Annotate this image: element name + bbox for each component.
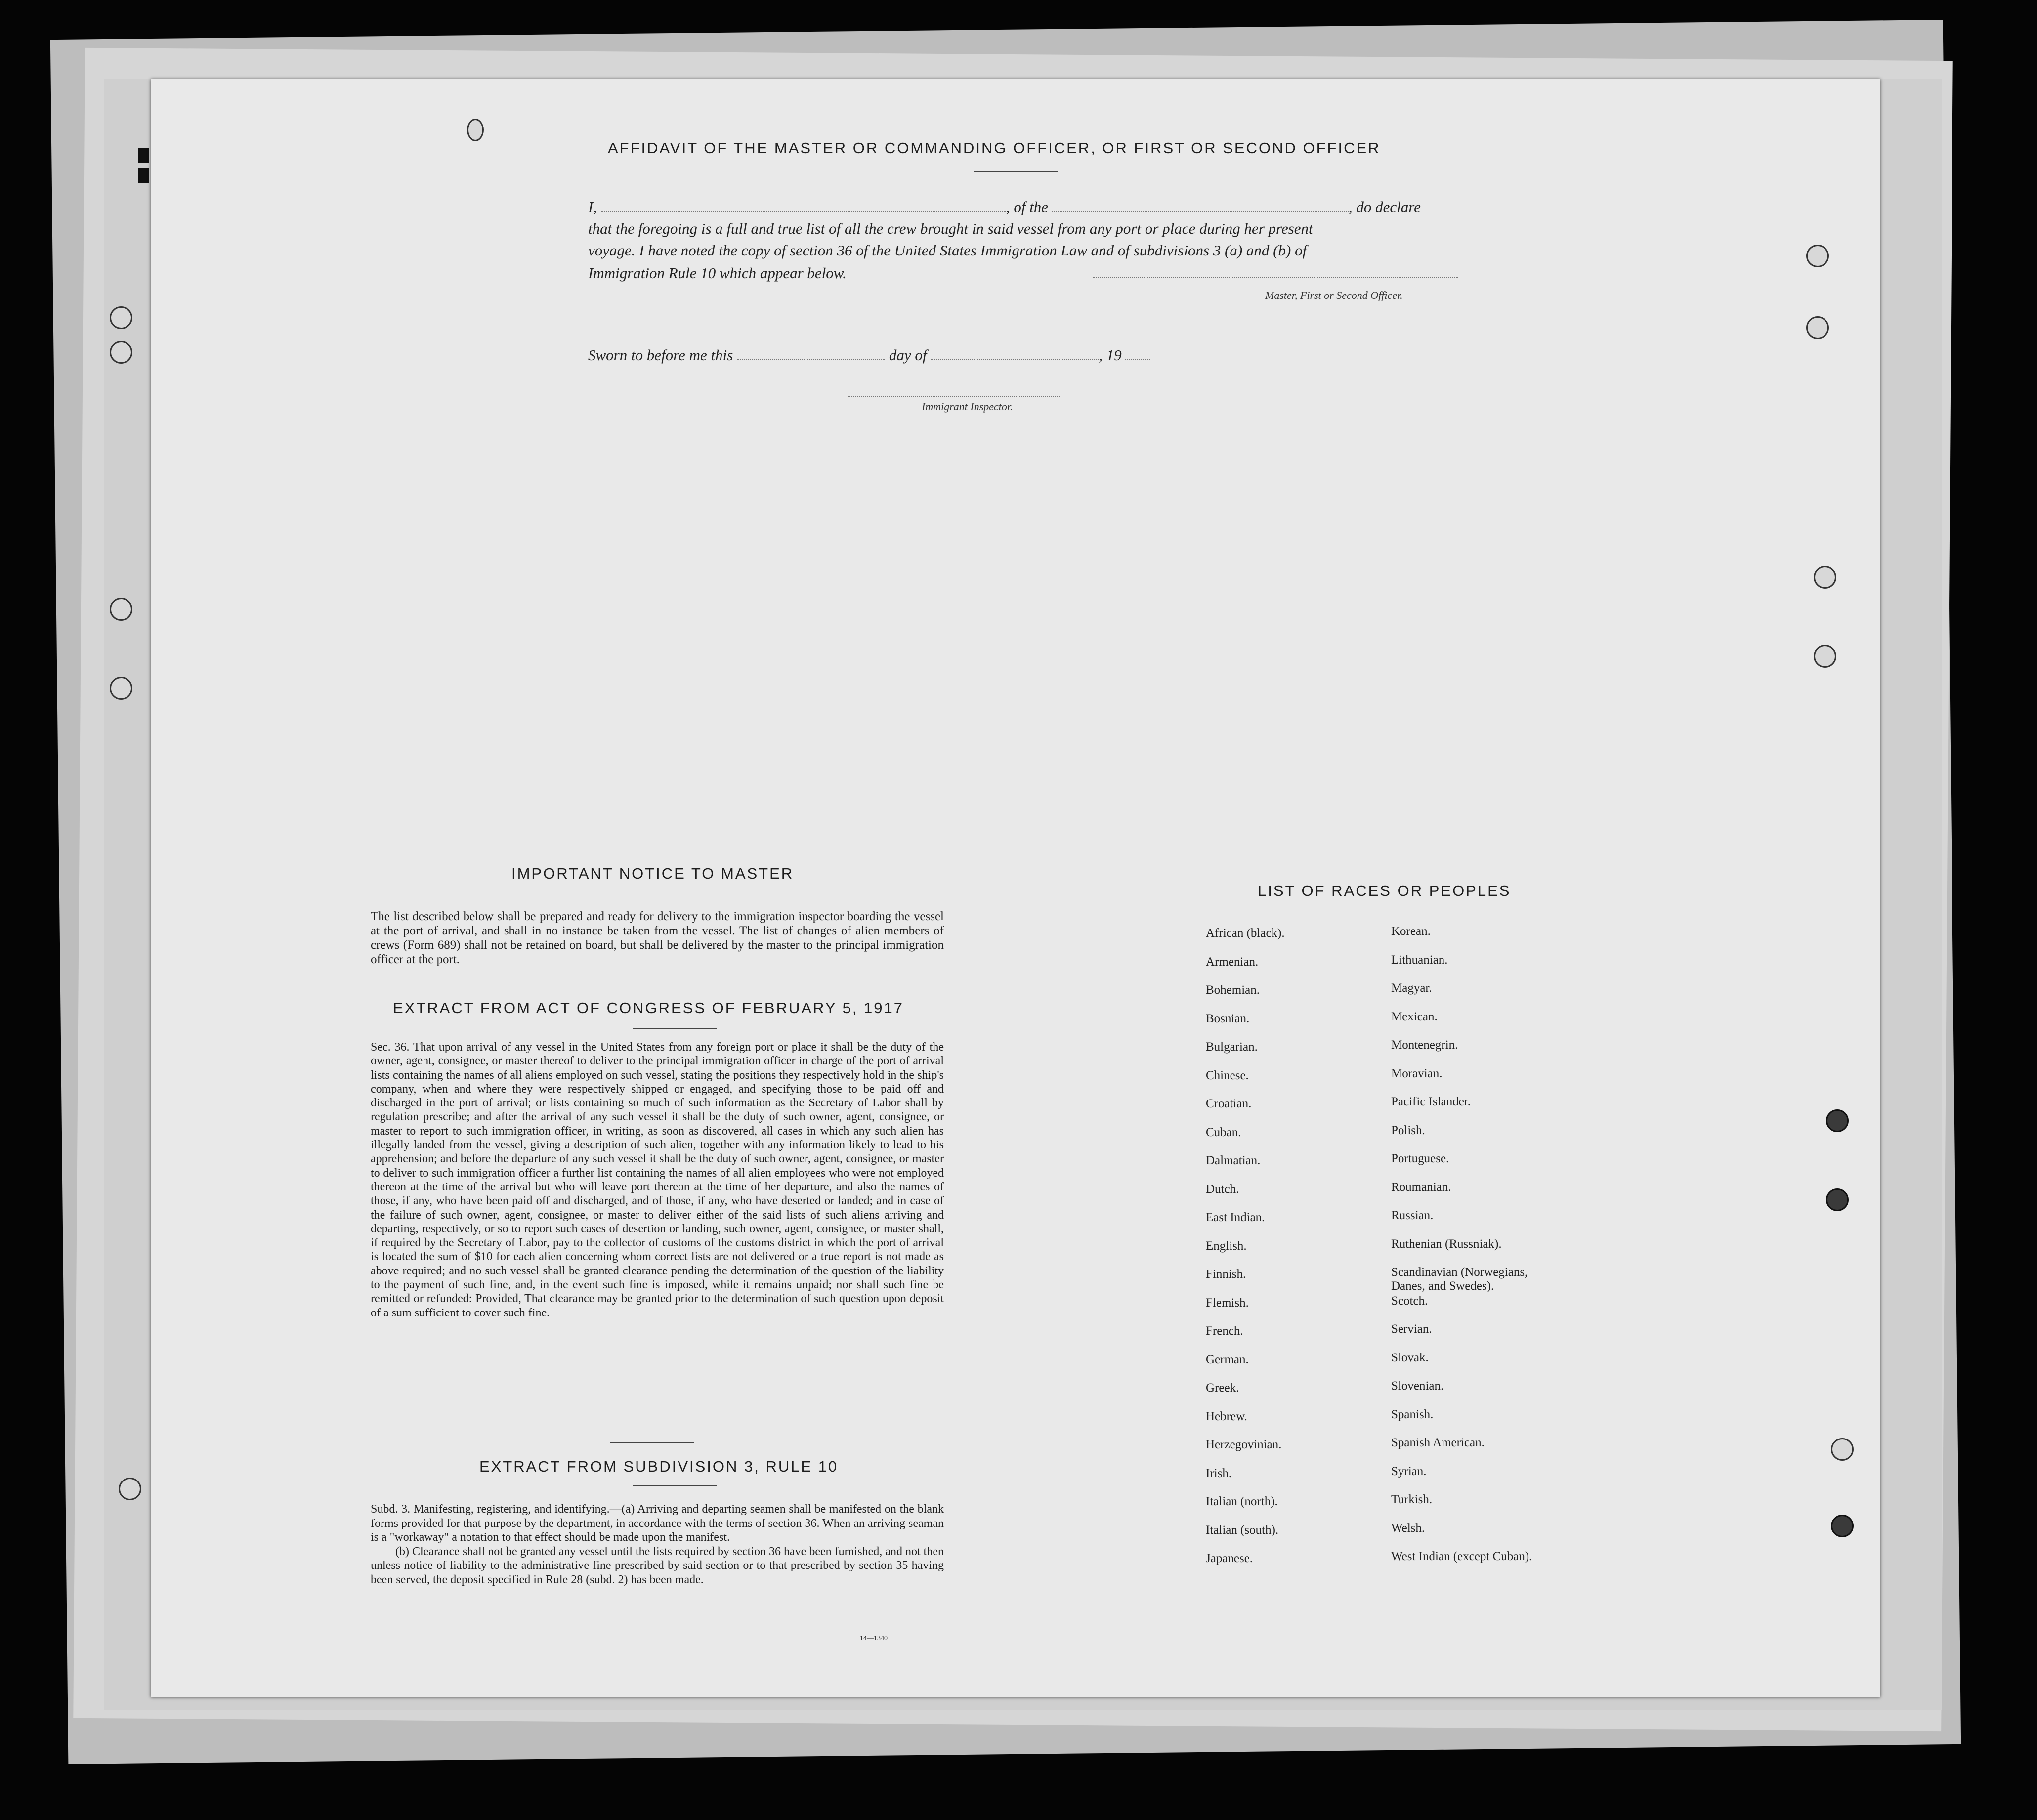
binder-hole: [119, 1478, 141, 1500]
act-end-rule: [610, 1442, 694, 1443]
declaration-line-1: [588, 195, 1616, 218]
race-item: Armenian.: [1206, 955, 1259, 969]
race-item: Russian.: [1391, 1209, 1434, 1222]
race-item: Korean.: [1391, 925, 1431, 938]
race-item: French.: [1206, 1324, 1243, 1338]
race-item: Servian.: [1391, 1322, 1432, 1336]
act-extract-title: EXTRACT FROM ACT OF CONGRESS OF FEBRUARY 5, 1917: [393, 999, 904, 1016]
race-item: Polish.: [1391, 1123, 1425, 1137]
sworn-day-blank[interactable]: [737, 343, 885, 360]
act-extract-text: Sec. 36. That upon arrival of any vessel in the United States from any foreign port or place it shall be the duty of the owner, agent, consignee, or master thereof to deliver to the principal immigration officer in charge of the port of arrival lists containing the names of all aliens employed on such vessel, stating the positions they respectively hold in the ship's company, when and where they were respectively shipped or engaged, and specifying those to be paid off and discharged in the port of arrival; or lists containing so much of such information as the Secretary of Labor shall by regulation prescribe; and after the arrival of any such vessel it shall be the duty of such owner, agent, consignee, or master to report to such immigration officer, in writing, as soon as discovered, all cases in which any such alien has illegally landed from the vessel, giving a description of such alien, together with any information likely to lead to his apprehension; and before the departure of any such vessel it shall be the duty of such owner, agent, consignee, or master to deliver to such immigration officer a further list containing the names of all alien employees who were not employed thereon at the time of the arrival but who will leave port thereon at the time of her departure, and also the names of those, if any, who have been paid off and discharged, and of those, if any, who have deserted or landed; and in case of the failure of such owner, agent, consignee, or master to deliver either of the said lists of such aliens arriving and departing, respectively, or so to report such cases of desertion or landing, such owner, agent, consignee, or master shall, if required by the Secretary of Labor, pay to the collector of customs of the customs district in which the port of arrival is located the sum of $10 for each alien concerning whom correct lists are not delivered or a true report is not made as above required; and no such vessel shall be granted clearance pending the determination of the question of the liability to the payment of such fine, and, in the event such fine is imposed, while it remains unpaid; nor shall such fine be remitted or refunded: Provided, That clearance may be granted prior to the determination of such question upon deposit of a sum sufficient to cover such fine.: [371, 1041, 944, 1319]
race-item: Scandinavian (Norwegians, Danes, and Swedes).: [1391, 1266, 1528, 1293]
tab-mark: [138, 148, 149, 163]
declaration-block: [588, 195, 1616, 284]
punch-hole: [1831, 1515, 1854, 1537]
race-item: Turkish.: [1391, 1493, 1433, 1506]
inspector-signature-line: [848, 381, 1060, 400]
sworn-line: [588, 343, 1150, 364]
sworn-prefix: Sworn to before me this: [588, 346, 733, 364]
race-item: East Indian.: [1206, 1211, 1265, 1224]
race-item: Moravian.: [1391, 1066, 1443, 1080]
name-blank[interactable]: [601, 195, 1006, 212]
race-item: Herzegovinian.: [1206, 1438, 1282, 1451]
race-item: Italian (south).: [1206, 1523, 1279, 1537]
rule-para-a: Subd. 3. Manifesting, registering, and identifying.—(a) Arriving and departing seamen shall be manifested on the blank forms provided for that purpose by the department, in accordance with the terms of section 36. When an arriving seaman is a "workaway" a notation to that effect should be made upon the manifest.: [371, 1503, 944, 1544]
declaration-declare: , do declare: [1348, 198, 1421, 215]
race-item: Welsh.: [1391, 1521, 1425, 1535]
race-item: African (black).: [1206, 927, 1285, 940]
race-item: Hebrew.: [1206, 1409, 1247, 1423]
declaration-line-2: that the foregoing is a full and true list of all the crew brought in said vessel from any port or place during her present: [588, 220, 1313, 237]
binder-hole: [110, 306, 132, 329]
rule-para-b: (b) Clearance shall not be granted any vessel until the lists required by section 36 have been furnished, and not then unless notice of liability to the administrative fine prescribed by said section or to that prescribed by section 35 having been served, the deposit specified in Rule 28 (subd. 2) has been made.: [371, 1545, 944, 1586]
race-item: Finnish.: [1206, 1268, 1246, 1281]
vessel-blank[interactable]: [1052, 195, 1349, 212]
sworn-year-blank[interactable]: [1125, 343, 1150, 360]
punch-hole: [1831, 1438, 1854, 1461]
race-item: Flemish.: [1206, 1296, 1249, 1310]
race-item: Pacific Islander.: [1391, 1095, 1471, 1108]
binder-hole: [110, 598, 132, 621]
affidavit-title: AFFIDAVIT OF THE MASTER OR COMMANDING OFFICER, OR FIRST OR SECOND OFFICER: [608, 139, 1381, 157]
race-item: Croatian.: [1206, 1097, 1252, 1110]
master-signature-blank[interactable]: [1093, 261, 1458, 278]
inspector-signature-blank[interactable]: [848, 381, 1060, 397]
race-item: Dutch.: [1206, 1182, 1239, 1196]
punch-hole: [1806, 316, 1829, 339]
title-rule: [974, 171, 1058, 172]
inspector-caption: Immigrant Inspector.: [922, 400, 1013, 413]
race-item: Roumanian.: [1391, 1180, 1451, 1194]
punch-hole: [1814, 645, 1836, 668]
sworn-day-of: day of: [889, 346, 927, 364]
race-item: Spanish.: [1391, 1407, 1434, 1421]
tab-mark: [138, 168, 149, 183]
race-item: Portuguese.: [1391, 1152, 1449, 1165]
declaration-line-3: voyage. I have noted the copy of section 36 of the United States Immigration Law and of subdivisions 3 (a) and (b) of: [588, 242, 1307, 259]
race-item: Lithuanian.: [1391, 953, 1448, 967]
declaration-line-4-text: Immigration Rule 10 which appear below.: [588, 264, 847, 282]
affidavit-page: [151, 79, 1880, 1697]
race-item: Mexican.: [1391, 1010, 1438, 1023]
declaration-line-4: [588, 261, 1616, 284]
race-item: Syrian.: [1391, 1464, 1427, 1478]
race-item: Slovenian.: [1391, 1379, 1444, 1393]
race-item: Bohemian.: [1206, 983, 1260, 997]
race-item: Chinese.: [1206, 1068, 1249, 1082]
race-item: German.: [1206, 1353, 1249, 1366]
race-item: Cuban.: [1206, 1125, 1241, 1139]
race-item: Japanese.: [1206, 1552, 1253, 1565]
notice-title: IMPORTANT NOTICE TO MASTER: [511, 865, 794, 882]
punch-hole: [1806, 245, 1829, 267]
race-item: Slovak.: [1391, 1351, 1429, 1364]
declaration-i: I,: [588, 198, 597, 215]
race-item: Irish.: [1206, 1466, 1232, 1480]
race-item: Dalmatian.: [1206, 1154, 1261, 1167]
master-caption: Master, First or Second Officer.: [1265, 289, 1403, 301]
act-title-rule: [633, 1028, 717, 1029]
race-item: Scotch.: [1391, 1294, 1428, 1308]
sworn-month-blank[interactable]: [931, 343, 1099, 360]
race-item: Magyar.: [1391, 981, 1432, 995]
race-item: Greek.: [1206, 1381, 1239, 1395]
races-title: LIST OF RACES OR PEOPLES: [1258, 882, 1511, 899]
binder-hole: [110, 341, 132, 364]
punch-hole: [1814, 566, 1836, 589]
punch-hole: [1826, 1188, 1849, 1211]
binder-hole: [110, 677, 132, 700]
rule-title-rule: [633, 1485, 717, 1486]
race-item: English.: [1206, 1239, 1247, 1253]
race-item: Spanish American.: [1391, 1436, 1485, 1449]
race-item: Ruthenian (Russniak).: [1391, 1237, 1502, 1251]
race-item: Bulgarian.: [1206, 1040, 1258, 1054]
punch-hole: [467, 119, 484, 141]
race-item: Bosnian.: [1206, 1012, 1250, 1025]
form-number: 14—1340: [860, 1635, 888, 1642]
punch-hole: [1826, 1109, 1849, 1132]
declaration-of-the: , of the: [1006, 198, 1049, 215]
notice-text: The list described below shall be prepared and ready for delivery to the immigration inspector boarding the vessel at the port of arrival, and shall in no instance be taken from the vessel. The list of changes of alien members of crews (Form 689) shall not be retained on board, but shall be delivered by the master to the principal immigration officer at the port.: [371, 910, 944, 966]
rule-extract-text: [371, 1502, 944, 1587]
race-item: Italian (north).: [1206, 1495, 1278, 1508]
sworn-year-prefix: , 19: [1099, 346, 1122, 364]
race-item: West Indian (except Cuban).: [1391, 1550, 1532, 1563]
rule-extract-title: EXTRACT FROM SUBDIVISION 3, RULE 10: [479, 1458, 839, 1475]
race-item: Montenegrin.: [1391, 1038, 1458, 1052]
